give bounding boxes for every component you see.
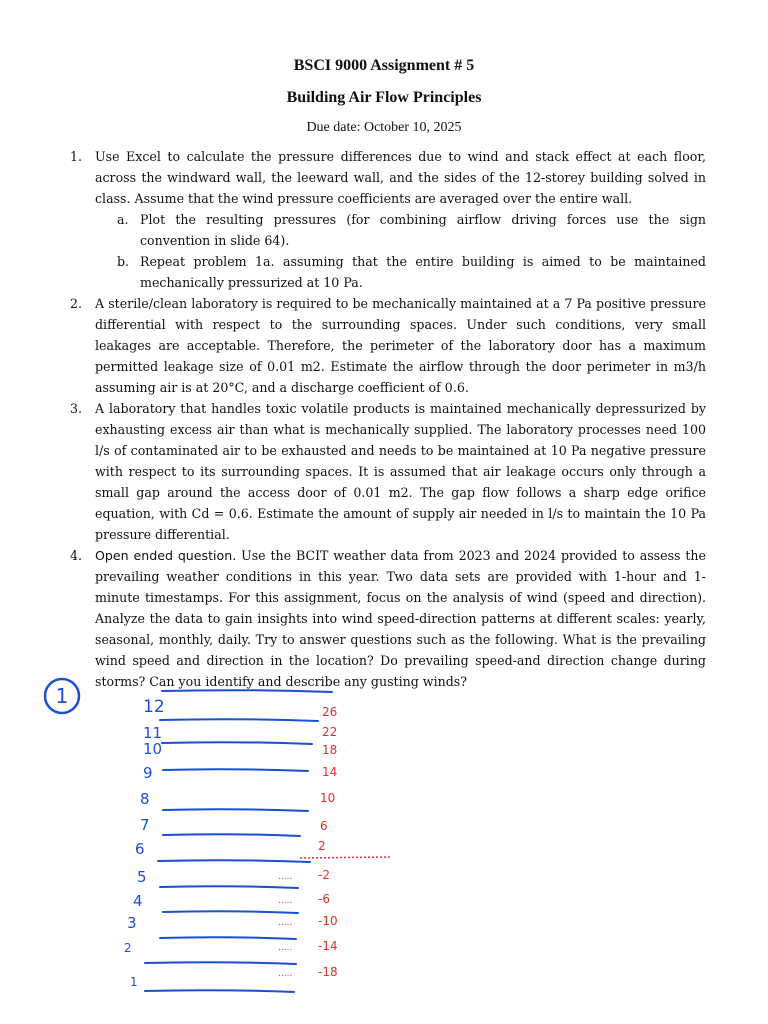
pressure-value-label: -18	[318, 965, 338, 979]
pressure-value-label: 18	[322, 743, 338, 757]
pressure-value-label: -14	[318, 939, 338, 953]
leader-dots: .....	[278, 943, 293, 953]
question-lead: Open ended question	[95, 548, 233, 563]
floor-number-label: 12	[143, 697, 165, 717]
question-1-part-b	[70, 251, 706, 293]
floor-line	[160, 937, 296, 939]
floor-number-label: 8	[140, 790, 150, 808]
question-number: 4.	[70, 548, 83, 563]
floor-number-label: 1	[130, 975, 138, 989]
pressure-value-label: -6	[318, 892, 330, 906]
due-date: Due date: October 10, 2025	[306, 120, 462, 135]
floor-labels	[124, 697, 165, 989]
neutral-plane-line	[300, 857, 392, 858]
floor-number-label: 10	[143, 740, 163, 758]
assignment-subtitle: Building Air Flow Principles	[286, 89, 482, 106]
pressure-value-label: 26	[322, 705, 338, 719]
floor-line	[160, 719, 318, 721]
floor-number-label: 6	[135, 840, 145, 858]
leader-dots: .....	[278, 896, 293, 906]
floor-number-label: 7	[140, 816, 150, 834]
question-text: A sterile/clean laboratory is required to be mechanically maintained at a 7 Pa positive pressure differential with respect to the surrounding spaces. Under such conditions, very small leakages are acceptable. Therefore, the perimeter of the laboratory door has a maximum permitted leakage size of 0.01 m2. Estimate the airflow through the door perimeter in m3/h assuming air is at 20°C, and a discharge coefficient of 0.6.	[95, 296, 706, 395]
floor-line	[145, 962, 296, 964]
floor-line	[162, 690, 332, 692]
pressure-value-label: 14	[322, 765, 338, 779]
question-number: 3.	[70, 401, 83, 416]
floor-number-label: 2	[124, 941, 132, 955]
pressure-value-label: 6	[320, 819, 328, 833]
floor-number-label: 11	[143, 724, 163, 742]
leader-dots: .....	[278, 969, 293, 979]
floor-line	[163, 769, 308, 771]
circle-label: 1	[55, 684, 69, 708]
part-label: a.	[117, 212, 129, 227]
floor-line	[163, 911, 298, 913]
pressure-value-label: 2	[318, 839, 326, 853]
pressure-value-label: 10	[320, 791, 336, 805]
question-2	[70, 293, 706, 398]
question-text: . Use the BCIT weather data from 2023 and 2024 provided to assess the prevailing weather conditions in this year. Two data sets are provided with 1-hour and 1-minute timestamps. For this assignment, focus on the analysis of wind (speed and direction). Analyze the data to gain insights into wind speed-direction patterns at different scales: yearly, seasonal, monthly, daily. Try to answer questions such as the following. What is the prevailing wind speed and direction in the location? Do prevailing speed-and direction change during storms? Can you identify and describe any gusting winds?	[95, 548, 706, 689]
question-text: Use Excel to calculate the pressure differences due to wind and stack effect at each floor, across the windward wall, the leeward wall, and the sides of the 12-storey building solved in class. Assume that the wind pressure coefficients are averaged over the entire wall.	[95, 149, 706, 206]
floor-line	[162, 742, 312, 744]
leader-dots: .....	[278, 872, 293, 882]
handwritten-sketch	[0, 660, 768, 1024]
floor-line	[158, 860, 310, 862]
floor-number-label: 9	[143, 764, 153, 782]
leader-dots: .....	[278, 918, 293, 928]
part-label: b.	[117, 254, 130, 269]
question-text: A laboratory that handles toxic volatile products is maintained mechanically depressurized by exhausting excess air than what is mechanically supplied. The laboratory processes need 100 l/s of contaminated air to be exhausted and needs to be maintained at 10 Pa negative pressure with respect to its surrounding spaces. It is assumed that air leakage occurs only through a small gap around the access door of 0.01 m2. The gap flow follows a sharp edge orifice equation, with Cd = 0.6. Estimate the amount of supply air needed in l/s to maintain the 10 Pa pressure differential.	[95, 401, 706, 542]
assignment-title: BSCI 9000 Assignment # 5	[293, 57, 475, 74]
question-number: 2.	[70, 296, 83, 311]
floor-line	[163, 834, 300, 836]
floor-number-label: 3	[127, 914, 137, 932]
part-text: Plot the resulting pressures (for combining airflow driving forces use the sign convention in slide 64).	[140, 212, 706, 248]
floor-line	[145, 990, 294, 992]
floor-line	[163, 809, 308, 811]
question-number: 1.	[70, 149, 83, 164]
floor-lines	[145, 690, 392, 992]
pressure-value-label: -10	[318, 914, 338, 928]
pressure-value-label: -2	[318, 868, 330, 882]
circled-number	[45, 679, 79, 713]
question-1	[70, 146, 706, 209]
pressure-value-label: 22	[322, 725, 338, 739]
question-1-part-a	[70, 209, 706, 251]
part-text: Repeat problem 1a. assuming that the entire building is aimed to be maintained mechanically pressurized at 10 Pa.	[140, 254, 706, 290]
floor-number-label: 4	[133, 892, 143, 910]
question-3	[70, 398, 706, 545]
floor-number-label: 5	[137, 868, 147, 886]
question-list	[70, 146, 706, 692]
floor-line	[160, 886, 298, 888]
